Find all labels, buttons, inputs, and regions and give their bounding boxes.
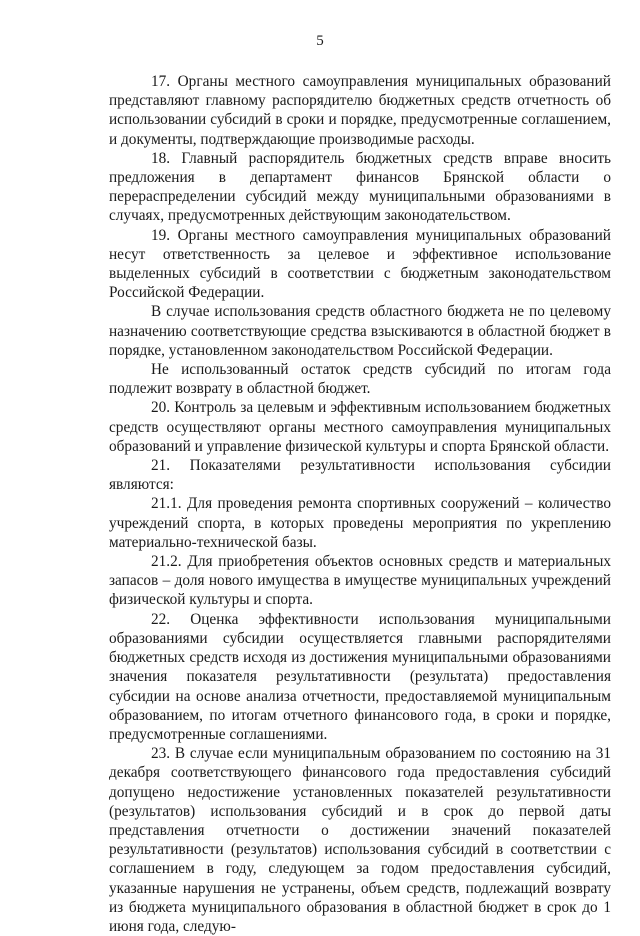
paragraph-21-2: 21.2. Для приобретения объектов основных средств и материальных запасов – доля нового имущества в имуществе муниципальных учреждений физической культуры и спорта. xyxy=(109,553,611,609)
paragraph-23: 23. В случае если муниципальным образованием по состоянию на 31 декабря соответствующего финансового года предоставления субсидий допущено недостижение установленных показателей результативности (результатов) использования субсидий и в срок до первой даты представления отчетности о достижении значений показателей результативности (результатов) использования субсидий в соответствии с соглашением в году, следующем за годом предоставления субсидий, указанные нарушения не устранены, объем средств, подлежащий возврату из бюджета муниципального образования в областной бюджет в срок до 1 июня года, следую- xyxy=(109,745,611,935)
paragraph-18: 18. Главный распорядитель бюджетных средств вправе вносить предложения в департамент финансов Брянской области о перераспределении субсидий между муниципальными образованиями в случаях, предусмотренных действующим законодательством. xyxy=(109,149,611,225)
document-body xyxy=(109,72,611,936)
paragraph-17: 17. Органы местного самоуправления муниципальных образований представляют главному распорядителю бюджетных средств отчетность об использовании субсидий в сроки и порядке, предусмотренные соглашением, и документы, подтверждающие производимые расходы. xyxy=(109,73,611,148)
paragraph-misuse-recovery: В случае использования средств областного бюджета не по целевому назначению соответствующие средства взыскиваются в областной бюджет в порядке, установленном законодательством Российской Федерации. xyxy=(109,303,611,359)
page-number: 5 xyxy=(316,33,324,49)
paragraph-19: 19. Органы местного самоуправления муниципальных образований несут ответственность за целевое и эффективное использование выделенных субсидий в соответствии с бюджетным законодательством Российской Федерации. xyxy=(109,226,611,302)
paragraph-20: 20. Контроль за целевым и эффективным использованием бюджетных средств осуществляют органы местного самоуправления муниципальных образований и управление физической культуры и спорта Брянской области. xyxy=(109,399,611,455)
paragraph-unused-balance: Не использованный остаток средств субсидий по итогам года подлежит возврату в областной бюджет. xyxy=(109,361,611,398)
paragraph-22: 22. Оценка эффективности использования муниципальными образованиями субсидии осуществляется главными распорядителями бюджетных средств исходя из достижения муниципальными образованиями значения показателя результативности (результата) предоставления субсидии на основе анализа отчетности, предоставляемой муниципальным образованием, по итогам отчетного финансового года, в сроки и порядке, предусмотренные соглашениями. xyxy=(109,610,611,743)
paragraph-21-1: 21.1. Для проведения ремонта спортивных сооружений – количество учреждений спорта, в которых проведены мероприятия по укреплению материально-технической базы. xyxy=(109,495,611,551)
paragraph-21: 21. Показателями результативности использования субсидии являются: xyxy=(109,457,611,494)
